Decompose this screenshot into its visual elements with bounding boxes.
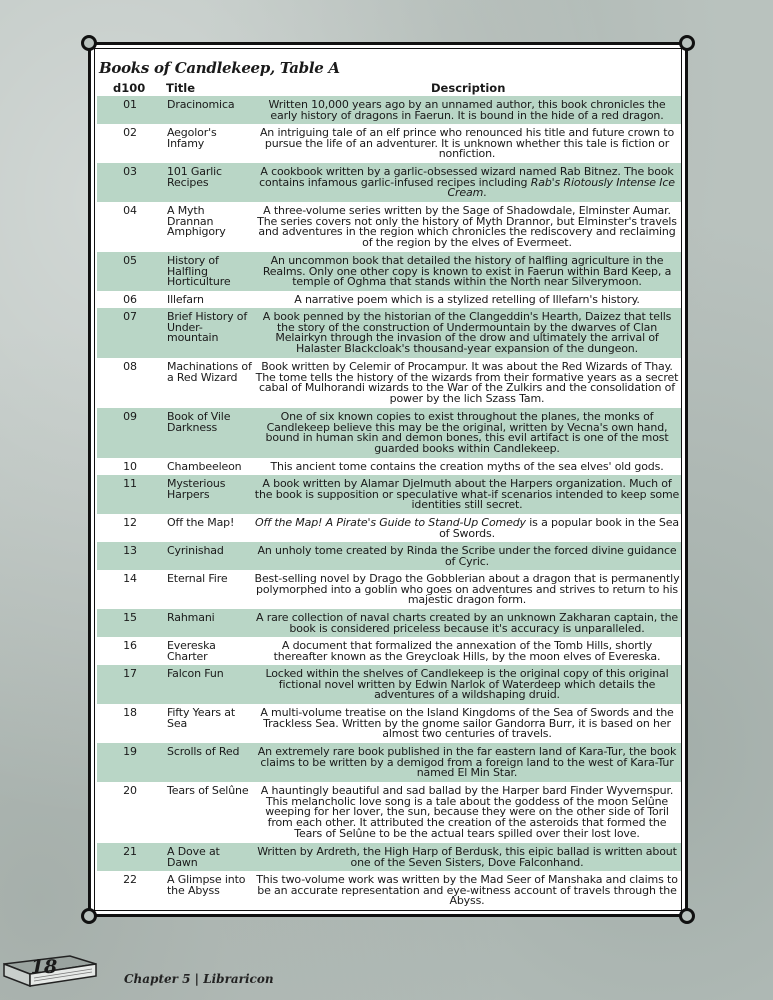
row-description bbox=[254, 479, 680, 511]
description-trailing-text: is a popular book in the Sea of Swords. bbox=[439, 516, 679, 540]
row-title: 101 Garlic Recipes bbox=[167, 165, 222, 189]
row-description bbox=[254, 747, 680, 779]
header-title: Title bbox=[166, 81, 196, 95]
row-roll: 03 bbox=[123, 165, 137, 178]
header-roll: d100 bbox=[113, 81, 146, 95]
row-title: Falcon Fun bbox=[167, 667, 224, 680]
table-row bbox=[97, 252, 681, 291]
table-header bbox=[91, 81, 685, 95]
table-row bbox=[97, 843, 681, 871]
description-text: A rare collection of naval charts created by an unknown Zakharan captain, the book is considered priceless because it's accuracy is unparalleled. bbox=[255, 611, 679, 635]
page-number: 18 bbox=[30, 956, 58, 978]
table-frame bbox=[88, 42, 688, 917]
description-text: This ancient tome contains the creation myths of the sea elves' old gods. bbox=[270, 460, 664, 473]
table-row bbox=[97, 458, 681, 475]
row-title: Chambeeleon bbox=[167, 460, 242, 473]
row-roll: 10 bbox=[123, 460, 137, 473]
table-row bbox=[97, 704, 681, 743]
row-description bbox=[254, 641, 680, 662]
frame-corner-ornament bbox=[81, 908, 97, 924]
row-roll: 05 bbox=[123, 254, 137, 267]
row-roll: 01 bbox=[123, 98, 137, 111]
row-roll: 17 bbox=[123, 667, 137, 680]
row-roll: 19 bbox=[123, 745, 137, 758]
row-description bbox=[254, 100, 680, 121]
row-description bbox=[254, 847, 680, 868]
description-text: Written by Ardreth, the High Harp of Berdusk, this eipic ballad is written about one of the Seven Sisters, Dove Falconhand. bbox=[257, 845, 677, 869]
table-row bbox=[97, 743, 681, 782]
chapter-label: Chapter 5 | Libraricon bbox=[124, 972, 274, 986]
row-description bbox=[254, 412, 680, 455]
description-text: A book penned by the historian of the Clangeddin's Hearth, Daizez that tells the story of the construction of Undermountain by the dwarves of Clan Melairkyn through the invasion of the drow and ultimately the arrival of Halaster Blackcloak's thousand-year expansion of the dungeon. bbox=[262, 310, 672, 356]
description-text: A multi-volume treatise on the Island Kingdoms of the Sea of Swords and the Trackless Sea. Written by the gnome sailor Gandorra Burr, it is based on her almost two centuries of travels. bbox=[260, 706, 674, 741]
row-title: A Dove at Dawn bbox=[167, 845, 220, 869]
row-roll: 12 bbox=[123, 516, 137, 529]
row-roll: 11 bbox=[123, 477, 137, 490]
table-row bbox=[97, 163, 681, 202]
row-roll: 13 bbox=[123, 544, 137, 557]
frame-corner-ornament bbox=[679, 35, 695, 51]
row-title: Off the Map! bbox=[167, 516, 235, 529]
row-description bbox=[254, 574, 680, 606]
table-row bbox=[97, 871, 681, 908]
table-body bbox=[97, 96, 681, 908]
row-title: Dracinomica bbox=[167, 98, 235, 111]
row-title: Rahmani bbox=[167, 611, 215, 624]
row-roll: 04 bbox=[123, 204, 137, 217]
description-text: An unholy tome created by Rinda the Scribe under the forced divine guidance of Cyric. bbox=[257, 544, 677, 568]
row-description bbox=[254, 256, 680, 288]
table-row bbox=[97, 202, 681, 252]
row-title: Aegolor's Infamy bbox=[167, 126, 217, 150]
row-roll: 02 bbox=[123, 126, 137, 139]
table-row bbox=[97, 358, 681, 408]
frame-corner-ornament bbox=[81, 35, 97, 51]
row-title: Scrolls of Red bbox=[167, 745, 240, 758]
row-roll: 14 bbox=[123, 572, 137, 585]
table-row bbox=[97, 570, 681, 609]
row-description bbox=[254, 167, 680, 199]
row-description bbox=[254, 875, 680, 907]
row-title: Book of Vile Darkness bbox=[167, 410, 231, 434]
description-text: An uncommon book that detailed the history of halfling agriculture in the Realms. Only one other copy is known to exist in Faerun within Bard Keep, a temple of Oghma that stands within the North near Silverymoon. bbox=[262, 254, 672, 289]
row-roll: 07 bbox=[123, 310, 137, 323]
table-row bbox=[97, 308, 681, 358]
row-roll: 21 bbox=[123, 845, 137, 858]
row-description bbox=[254, 206, 680, 249]
row-description bbox=[254, 295, 680, 306]
table-row bbox=[97, 124, 681, 163]
row-title: Mysterious Harpers bbox=[167, 477, 226, 501]
description-trailing-text: . bbox=[483, 186, 487, 200]
table-row bbox=[97, 782, 681, 843]
row-roll: 06 bbox=[123, 293, 137, 306]
description-text: A book written by Alamar Djelmuth about the Harpers organization. Much of the book is supposition or speculative what-if scenarios intended to keep some identities still secret. bbox=[254, 477, 680, 512]
row-description bbox=[254, 708, 680, 740]
row-description bbox=[254, 312, 680, 355]
row-title: Cyrinishad bbox=[167, 544, 224, 557]
table-row bbox=[97, 665, 681, 704]
row-description bbox=[254, 613, 680, 634]
table-row bbox=[97, 514, 681, 542]
row-title: Tears of Selûne bbox=[167, 784, 249, 797]
row-title: A Glimpse into the Abyss bbox=[167, 873, 246, 897]
row-roll: 18 bbox=[123, 706, 137, 719]
table-title: Books of Candlekeep, Table A bbox=[99, 59, 340, 77]
description-italic-text: Off the Map! A Pirate's Guide to Stand-Up Comedy bbox=[255, 516, 526, 529]
row-roll: 08 bbox=[123, 360, 137, 373]
row-title: Brief History of Under-mountain bbox=[167, 310, 248, 345]
row-roll: 16 bbox=[123, 639, 137, 652]
row-roll: 20 bbox=[123, 784, 137, 797]
table-row bbox=[97, 475, 681, 514]
description-text: An extremely rare book published in the far eastern land of Kara-Tur, the book claims to be written by a demigod from a foreign land to the west of Kara-Tur named El Min Star. bbox=[257, 745, 677, 780]
description-italic-text: Rab's Riotously Intense Ice Cream bbox=[447, 175, 675, 200]
table-row bbox=[97, 96, 681, 124]
row-title: History of Halfling Horticulture bbox=[167, 254, 231, 289]
row-title: Illefarn bbox=[167, 293, 204, 306]
row-description bbox=[254, 786, 680, 840]
row-description bbox=[254, 669, 680, 701]
row-title: Eternal Fire bbox=[167, 572, 228, 585]
row-roll: 09 bbox=[123, 410, 137, 423]
description-text: A cookbook written by a garlic-obsessed wizard named Rab Bitnez. The book contains infamous garlic-infused recipes including bbox=[259, 165, 674, 189]
description-text: Locked within the shelves of Candlekeep is the original copy of this original fictional novel written by Edwin Narlok of Waterdeep which details the adventures of a wildshaping druid. bbox=[265, 667, 669, 702]
row-title: Machinations of a Red Wizard bbox=[167, 360, 252, 384]
row-description bbox=[254, 462, 680, 473]
header-description: Description bbox=[431, 81, 506, 95]
description-text: This two-volume work was written by the Mad Seer of Manshaka and claims to be an accurate representation and eye-witness account of travels through the Abyss. bbox=[256, 873, 678, 908]
table-row bbox=[97, 542, 681, 570]
description-text: An intriguing tale of an elf prince who renounced his title and future crown to pursue the life of an adventurer. It is unknown whether this tale is fiction or nonfiction. bbox=[259, 126, 675, 161]
description-text: A narrative poem which is a stylized retelling of Illefarn's history. bbox=[294, 293, 640, 306]
row-description bbox=[254, 362, 680, 405]
table-row bbox=[97, 609, 681, 637]
row-title: A Myth Drannan Amphigory bbox=[167, 204, 226, 239]
table-row bbox=[97, 408, 681, 458]
row-description bbox=[254, 546, 680, 567]
description-text: A hauntingly beautiful and sad ballad by the Harper bard Finder Wyvernspur. This melancholic love song is a tale about the goddess of the moon Selûne weeping for her lover, the sun, because they were on the other side of Toril from each other. It attributed the creation of the asteroids that formed the Tears of Selûne to be the actual tears spilled over their lost love. bbox=[260, 784, 674, 840]
row-description bbox=[254, 518, 680, 539]
description-text: Book written by Celemir of Procampur. It was about the Red Wizards of Thay. The tome tells the history of the wizards from their formative years as a secret cabal of Mulhorandi wizards to the War of the Zulkirs and the consolidation of power by the lich Szass Tam. bbox=[255, 360, 679, 406]
row-roll: 15 bbox=[123, 611, 137, 624]
row-description bbox=[254, 128, 680, 160]
row-title: Evereska Charter bbox=[167, 639, 216, 663]
table-row bbox=[97, 637, 681, 665]
description-text: Best-selling novel by Drago the Gobblerian about a dragon that is permanently polymorphed into a goblin who goes on adventures and strives to return to his majestic dragon form. bbox=[254, 572, 680, 607]
description-text: Written 10,000 years ago by an unnamed author, this book chronicles the early history of dragons in Faerun. It is bound in the hide of a red dragon. bbox=[268, 98, 666, 122]
frame-corner-ornament bbox=[679, 908, 695, 924]
description-text: A document that formalized the annexation of the Tomb Hills, shortly thereafter known as the Greycloak Hills, by the moon elves of Evereska. bbox=[273, 639, 661, 663]
description-text: One of six known copies to exist throughout the planes, the monks of Candlekeep believe this may be the original, written by Vecna's own hand, bound in human skin and demon bones, this evil artifact is one of the most guarded books within Candlekeep. bbox=[265, 410, 669, 456]
table-row bbox=[97, 291, 681, 308]
row-title: Fifty Years at Sea bbox=[167, 706, 236, 730]
row-roll: 22 bbox=[123, 873, 137, 886]
description-text: A three-volume series written by the Sage of Shadowdale, Elminster Aumar. The series covers not only the history of Myth Drannor, but Elminster's travels and adventures in the region which chronicles the rediscovery and reclaiming of the region by the elves of Evermeet. bbox=[257, 204, 677, 250]
